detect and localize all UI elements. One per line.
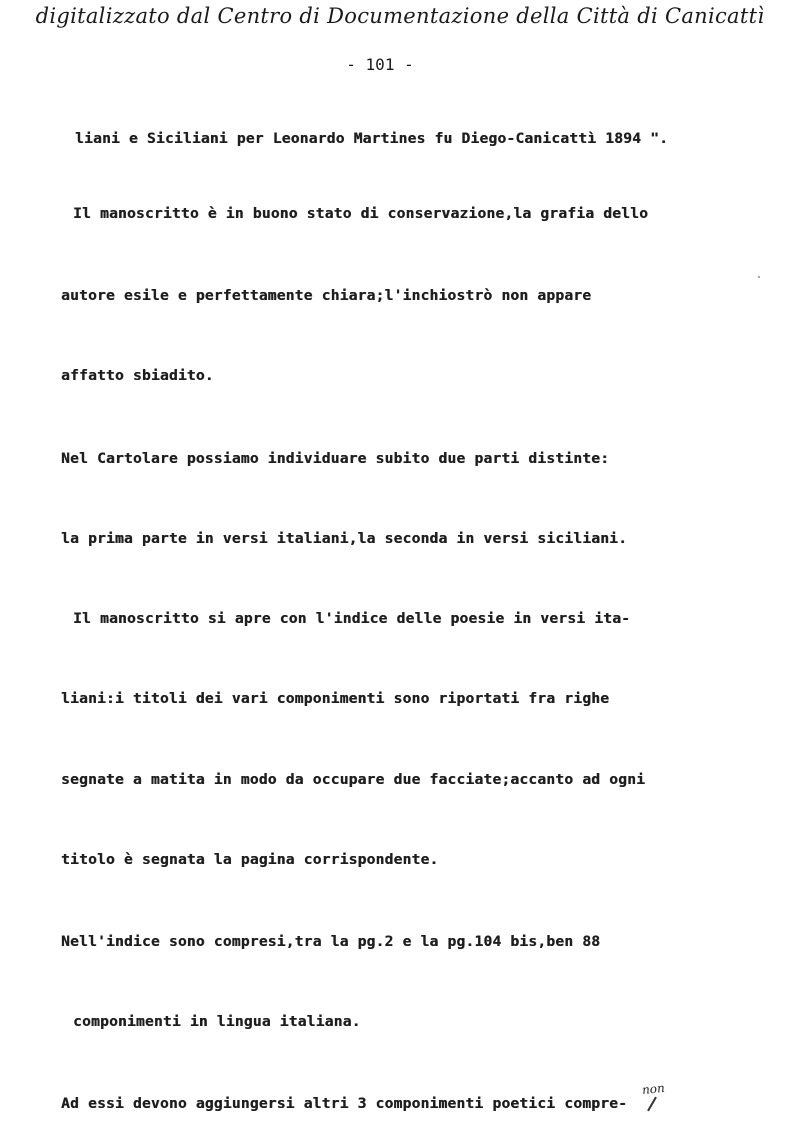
text-line-7: Il manoscritto si apre con l'indice delle poesie in versi ita-: [73, 610, 631, 627]
paper-speck: [758, 276, 760, 278]
text-line-5: Nel Cartolare possiamo individuare subito due parti distinte:: [61, 450, 610, 467]
page-number: - 101 -: [346, 55, 414, 74]
text-line-13: Ad essi devono aggiungersi altri 3 componimenti poetici compre-: [61, 1095, 628, 1112]
text-line-9: segnate a matita in modo da occupare due facciate;accanto ad ogni: [61, 771, 646, 788]
text-line-8: liani:i titoli dei vari componimenti sono riportati fra righe: [61, 690, 610, 707]
text-line-12: componimenti in lingua italiana.: [73, 1013, 361, 1030]
text-line-11: Nell'indice sono compresi,tra la pg.2 e la pg.104 bis,ben 88: [61, 933, 601, 950]
text-line-6: la prima parte in versi italiani,la seconda in versi siciliani.: [61, 530, 628, 547]
insertion-mark: [647, 1097, 657, 1112]
text-line-1: liani e Siciliani per Leonardo Martines fu Diego-Canicattì 1894 ".: [75, 130, 669, 147]
text-line-3: autore esile e perfettamente chiara;l'inchiostrò non appare: [61, 287, 592, 304]
text-line-4: affatto sbiadito.: [61, 367, 214, 384]
text-line-10: titolo è segnata la pagina corrispondente.: [61, 851, 439, 868]
text-line-2: Il manoscritto è in buono stato di conservazione,la grafia dello: [73, 205, 649, 222]
digitization-watermark: digitalizzato dal Centro di Documentazione della Città di Canicattì: [35, 4, 765, 28]
handwritten-annotation: non: [641, 1080, 666, 1098]
